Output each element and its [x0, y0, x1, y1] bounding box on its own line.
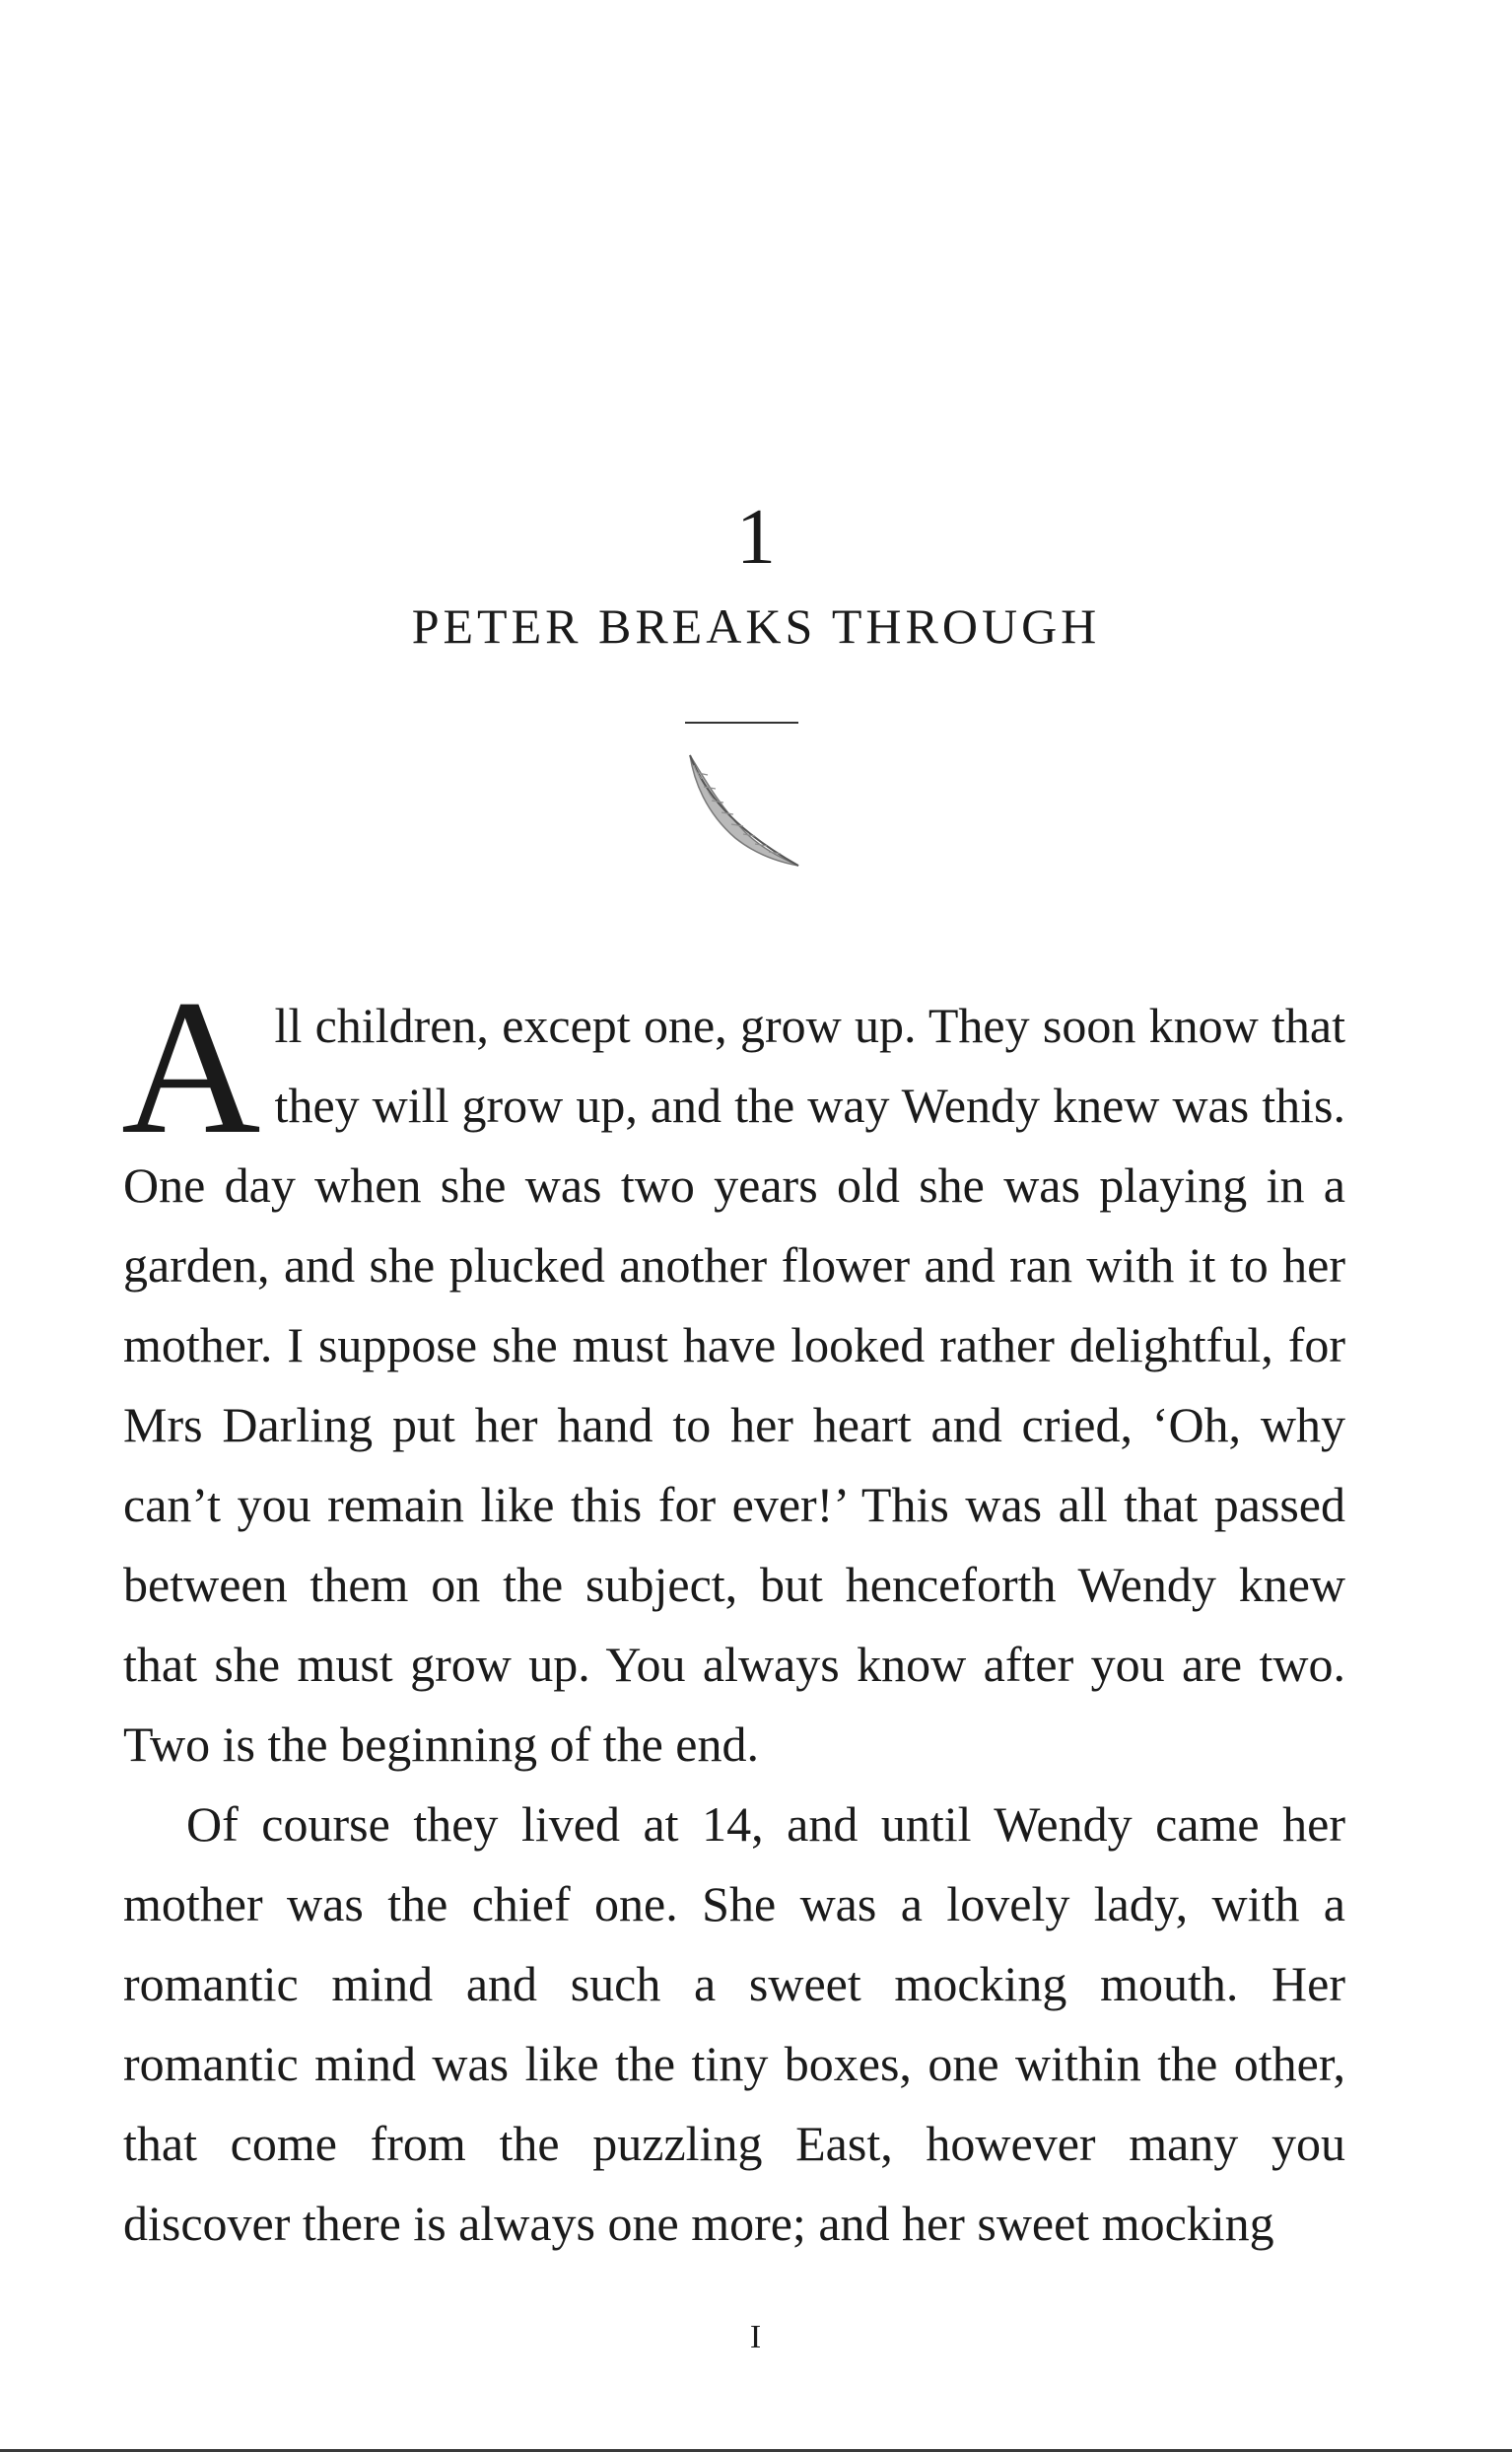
- paragraph: [121, 960, 1345, 1785]
- chapter-number: 1: [736, 494, 776, 581]
- drop-cap: A: [121, 960, 261, 1174]
- paragraph: Of course they lived at 14, and until Wendy came her mother was the chief one. She was a lovely lady, with a romantic mind and such a sweet mocking mouth. Her romantic mind was like the tiny boxes, one within the other, that come from the puzzling East, however many you discover there is always one more; and her sweet mocking: [123, 1796, 1345, 2251]
- feather-icon: [686, 751, 800, 868]
- chapter-title: PETER BREAKS THROUGH: [411, 598, 1101, 654]
- page-number: I: [749, 2319, 763, 2355]
- ornament-rule: [685, 722, 798, 724]
- body-text: [121, 960, 1345, 2264]
- paragraph-text: ll children, except one, grow up. They soon know that they will grow up, and the way Wendy knew was this. One day when she was two years old she was playing in a garden, and she plucked another flower and ran with it to her mother. I suppose she must have looked rather delightful, for Mrs Darling put her hand to her heart and cried, ‘Oh, why can’t you remain like this for ever!’ This was all that passed between them on the subject, but henceforth Wendy knew that she must grow up. You always know after you are two. Two is the beginning of the end.: [123, 998, 1345, 1772]
